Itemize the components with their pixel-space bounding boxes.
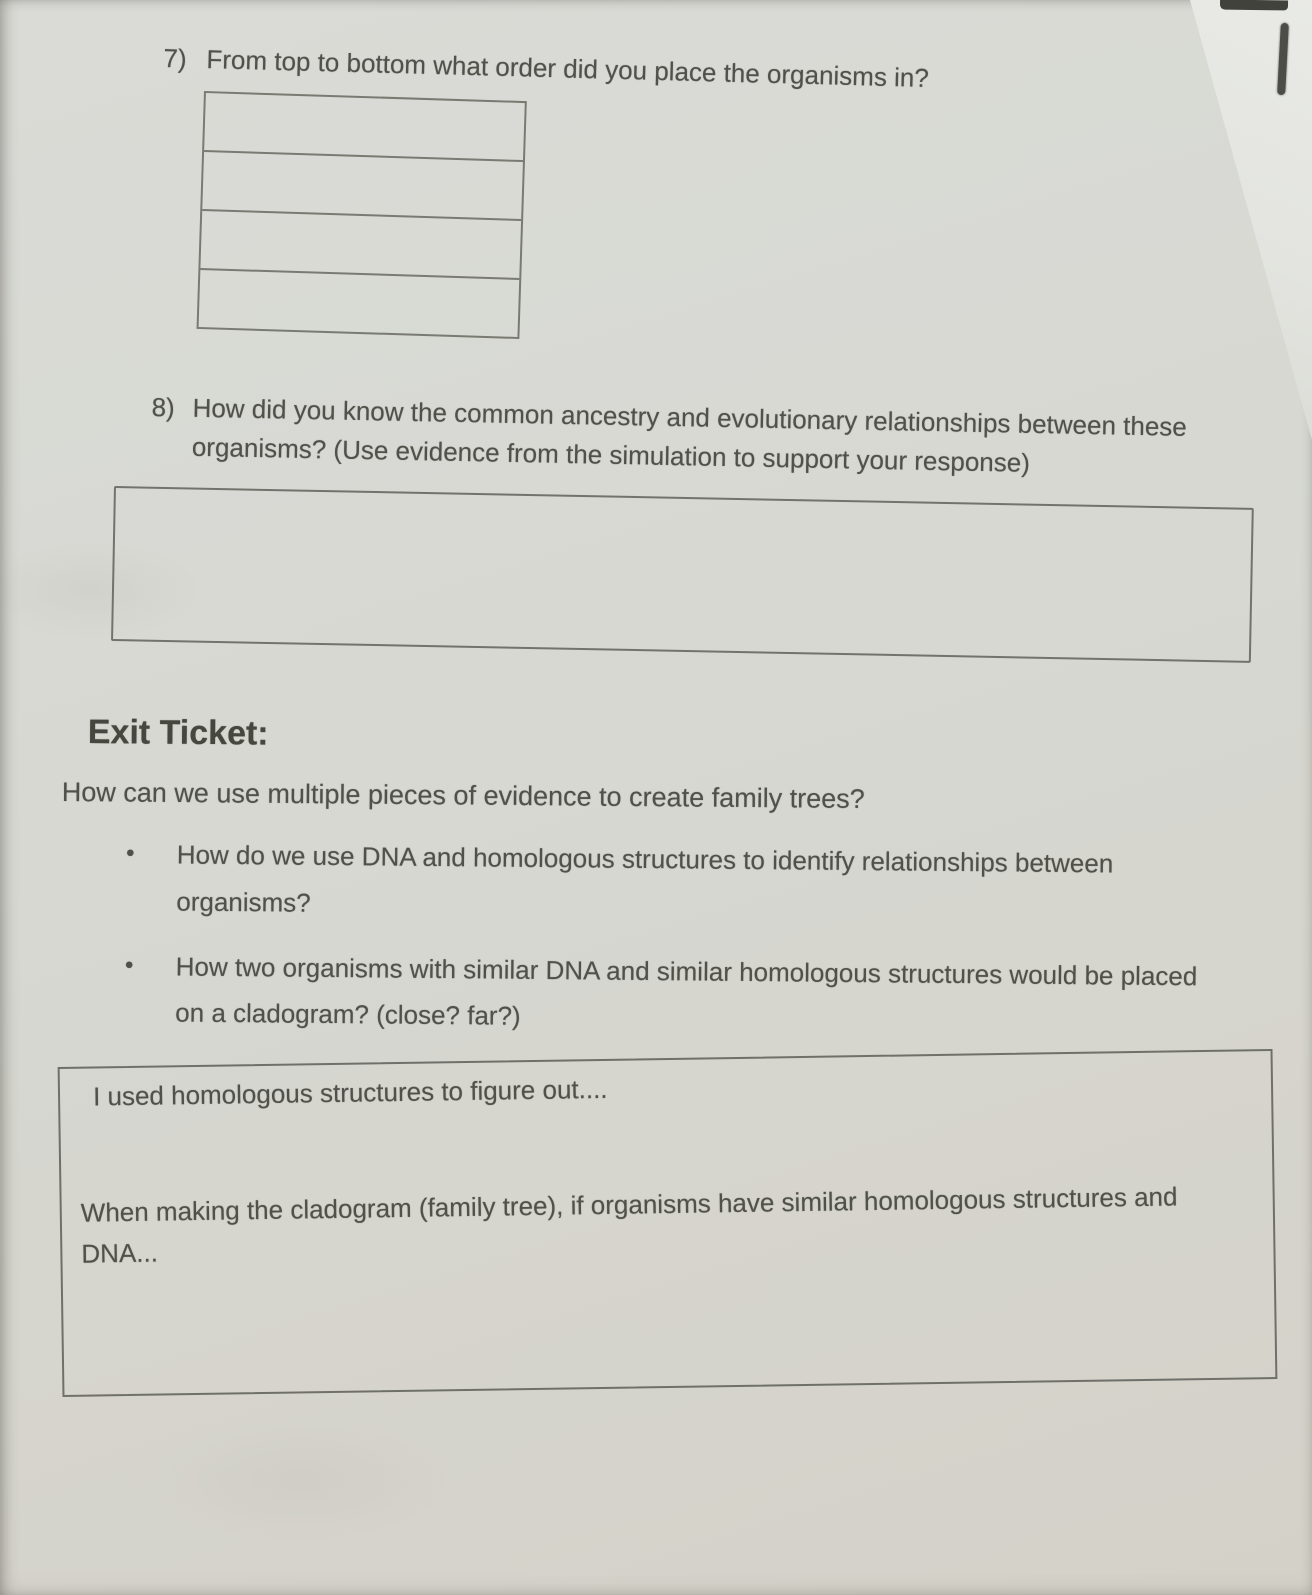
q7-answer-table[interactable] — [197, 91, 527, 339]
table-row[interactable] — [199, 268, 520, 337]
bullet-icon: ● — [124, 955, 134, 973]
question-8-text: How did you know the common ancestry and evolutionary relationships between these organisms? (Use evidence from the simulation to support your response) — [191, 392, 1188, 478]
list-item — [124, 943, 1265, 1048]
list-item — [125, 831, 1266, 936]
question-7-text: From top to bottom what order did you place the organisms in? — [206, 44, 930, 94]
page-corner-underlay — [1190, 0, 1312, 440]
bullet-text: How two organisms with similar DNA and similar homologous structures would be placed on a cladogram? (close? far?) — [175, 951, 1198, 1032]
exit-ticket-response-box[interactable] — [58, 1049, 1278, 1397]
exit-ticket-heading: Exit Ticket: — [87, 712, 269, 753]
table-row[interactable] — [200, 209, 521, 278]
bullet-text: How do we use DNA and homologous structures to identify relationships between organisms? — [176, 839, 1114, 918]
sentence-starter: I used homologous structures to figure out.... — [92, 1073, 608, 1112]
table-row[interactable] — [204, 93, 525, 160]
sentence-starter: When making the cladogram (family tree), if organisms have similar homologous structures and DNA... — [80, 1181, 1178, 1269]
question-8 — [151, 388, 1188, 486]
table-row[interactable] — [202, 150, 523, 219]
exit-ticket-prompt: How can we use multiple pieces of evidence to create family trees? — [61, 776, 865, 815]
q8-answer-box[interactable] — [111, 486, 1254, 663]
question-8-number: 8) — [151, 391, 176, 423]
page-corner-shadow — [1220, 0, 1288, 10]
exit-ticket-bullet-list — [124, 831, 1266, 1047]
bullet-icon: ● — [125, 843, 135, 862]
question-7 — [163, 39, 929, 98]
question-7-number: 7) — [163, 42, 188, 74]
